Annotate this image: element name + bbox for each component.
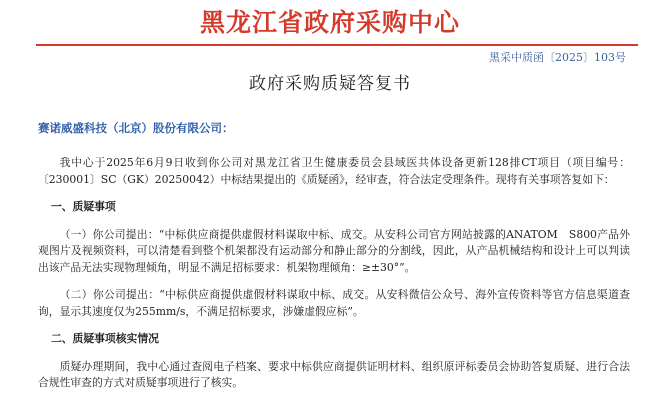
- complaint-item-1: （一）你公司提出：“中标供应商提供虚假材料谋取中标、成交。从安科公司官方网站披露的ANATOM S800产品外观图片及视频资料，可以清楚看到整个机架都没有运动部分和静止部分的分割线，因此，从产品机械结构和设计上可以判读出该产品无法实现物理倾角，明显不满足招标要求：机架物理倾角：≥±30°”。: [38, 227, 630, 274]
- document-body: [38, 155, 630, 392]
- recipient-company: 赛诺威盛科技（北京）股份有限公司：: [38, 121, 234, 135]
- verification-paragraph: 质疑办理期间，我中心通过查阅电子档案、要求中标供应商提供证明材料、组织原评标委员会协助答复质疑、进行合法合规性审查的方式对质疑事项进行了核实。: [38, 359, 630, 389]
- issuing-organization-header: 黑龙江省政府采购中心: [199, 8, 460, 37]
- complaint-item-2: （二）你公司提出：“中标供应商提供虚假材料谋取中标、成交。从安科微信公众号、海外宣传资料等官方信息渠道查询，显示其速度仅为255mm/s，不满足招标要求，涉嫌虚假应标”。: [38, 288, 630, 318]
- intro-paragraph: 我中心于2025年6月9日收到你公司对黑龙江省卫生健康委员会县域医共体设备更新128排CT项目（项目编号：〔230001〕SC（GK）20250042）中标结果提出的《质疑函》，经审查，符合法定受理条件。现将有关事项答复如下：: [38, 156, 630, 186]
- section-heading-complaint-items: 一、质疑事项: [50, 200, 116, 213]
- document-title: 政府采购质疑答复书: [249, 74, 411, 94]
- header-red-rule: [36, 44, 638, 46]
- section-heading-verification: 二、质疑事项核实情况: [50, 332, 159, 345]
- document-number: 黑采中质函〔2025〕103号: [489, 51, 626, 64]
